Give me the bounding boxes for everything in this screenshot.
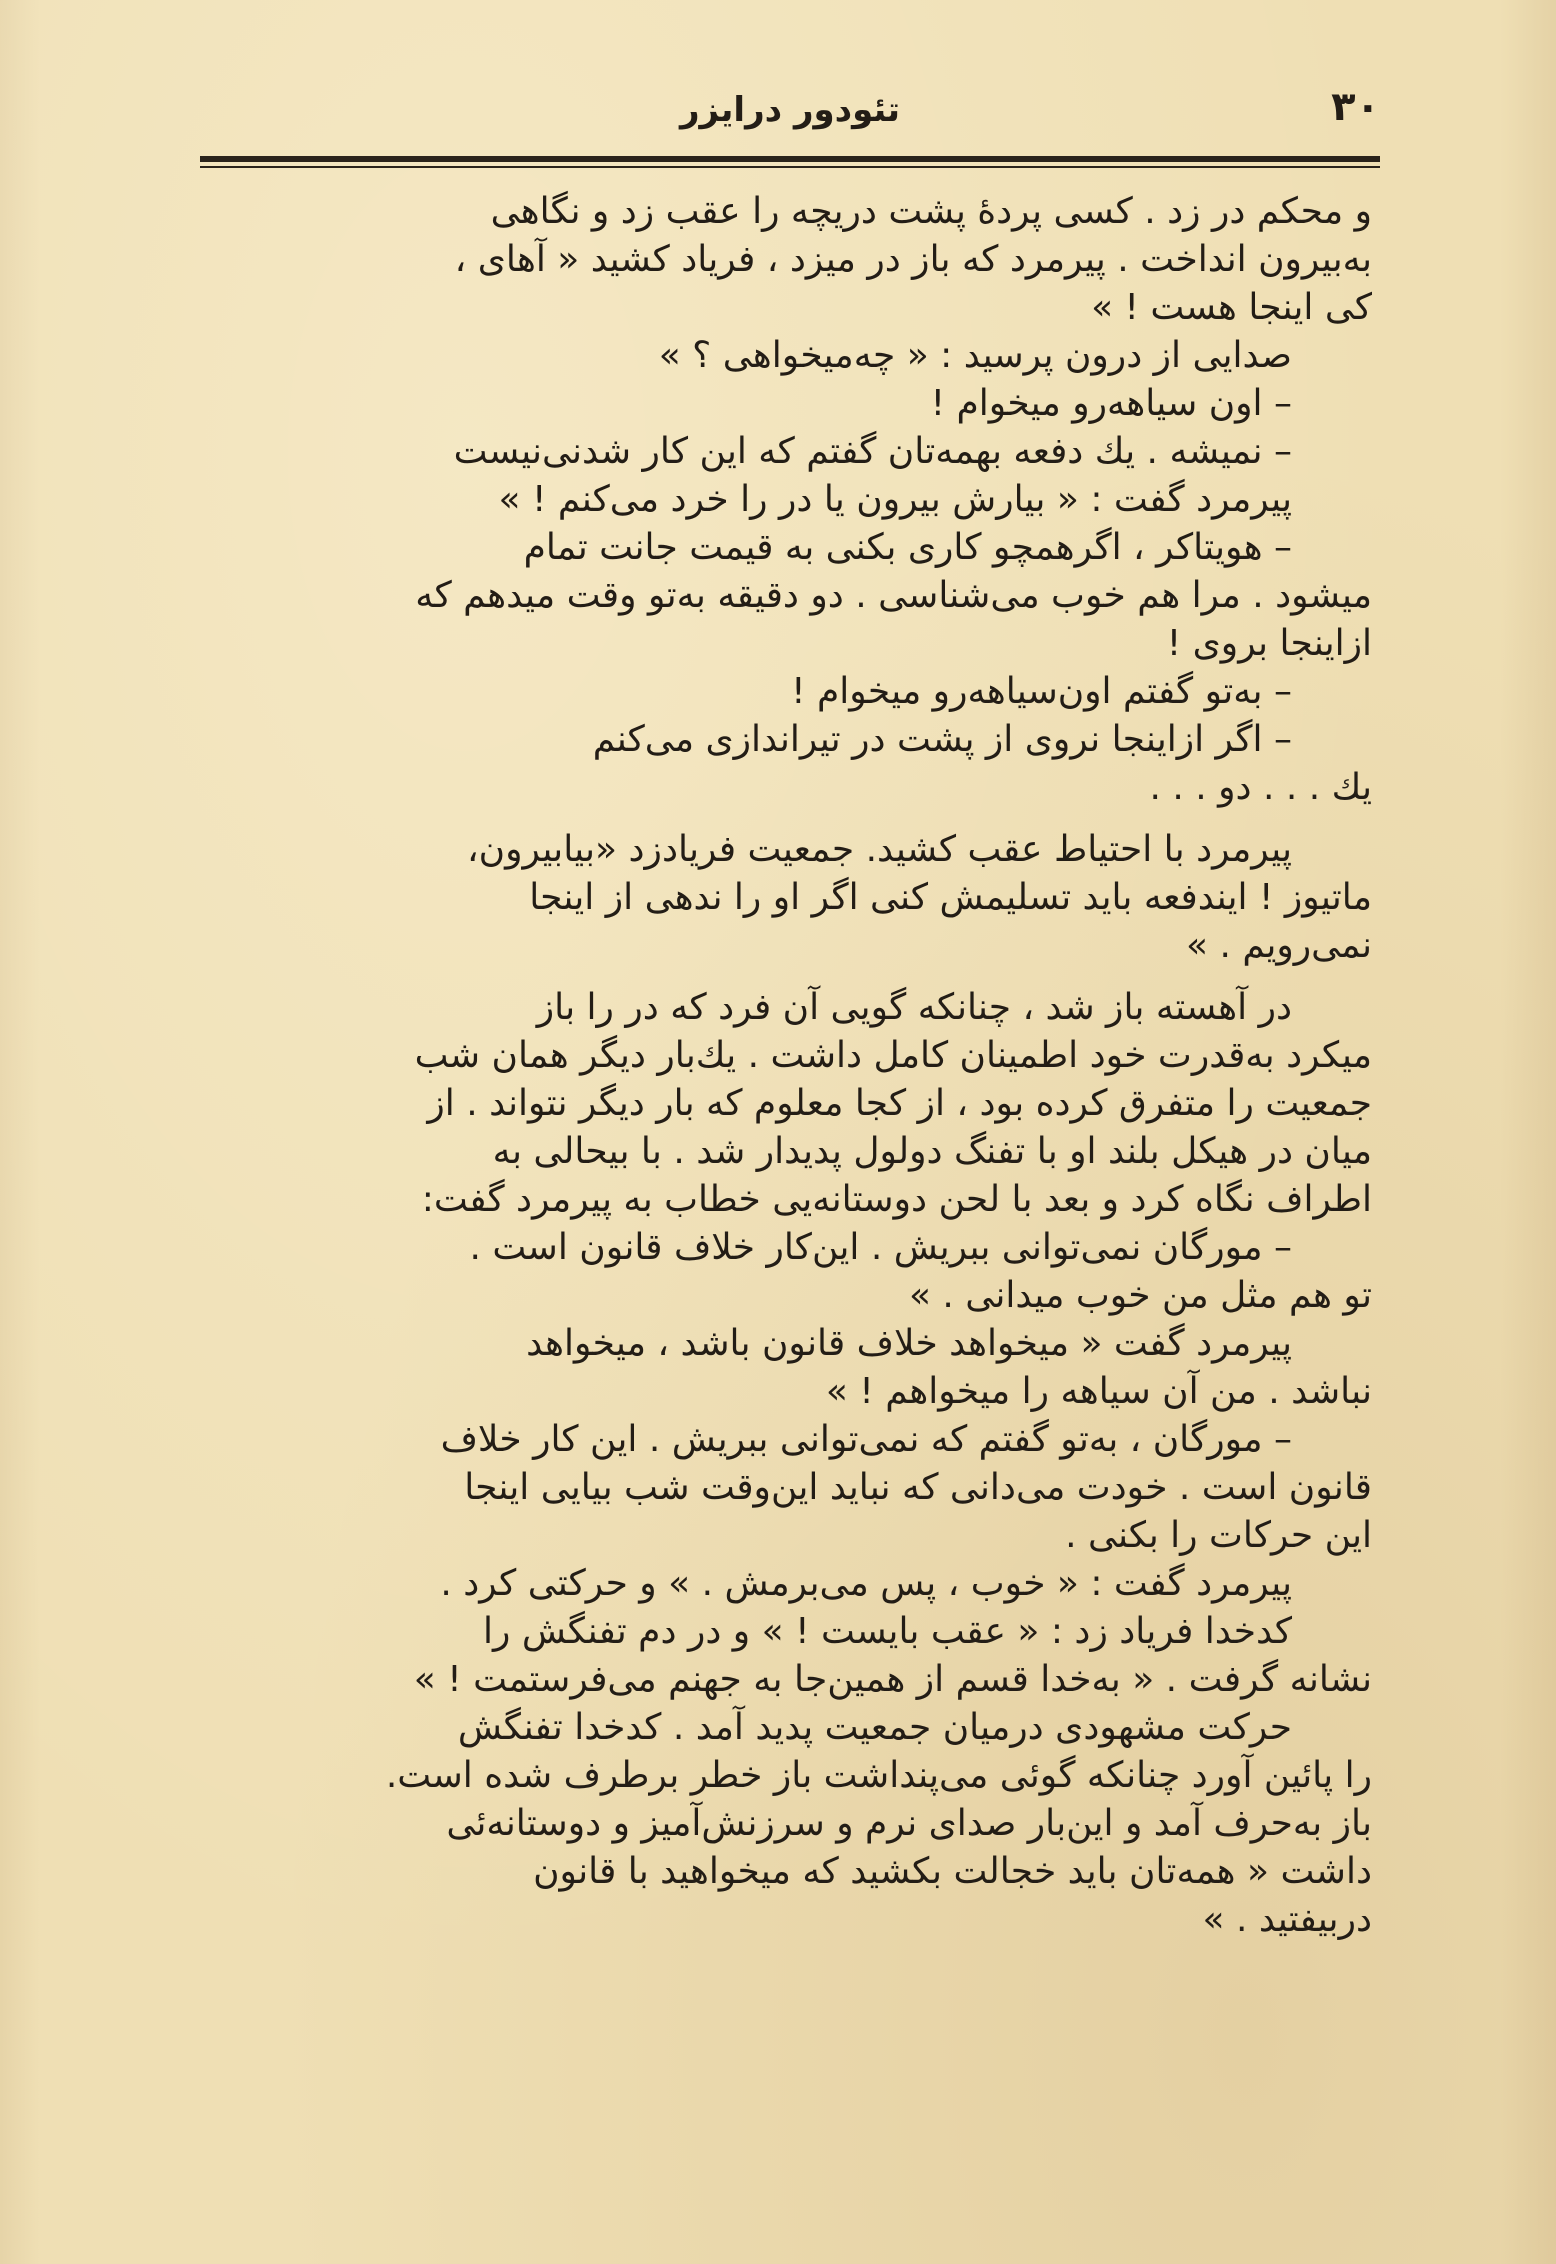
- text-line: کدخدا فریاد زد : « عقب بایست ! » و در دم تفنگش را: [483, 1611, 1292, 1652]
- text-line: – به‌تو گفتم اون‌سیاهه‌رو میخوام !: [791, 671, 1292, 712]
- text-line: پیرمرد گفت : « خوب ، پس می‌برمش . » و حرکتی کرد .: [440, 1563, 1292, 1604]
- text-line: جمعیت را متفرق کرده بود ، از کجا معلوم که بار دیگر نتواند . از: [427, 1083, 1372, 1124]
- text-line: به‌بیرون انداخت . پیرمرد که باز در میزد ، فریاد کشید « آهای ،: [454, 239, 1372, 280]
- text-line: کی اینجا هست ! »: [1091, 287, 1372, 328]
- text-line: نباشد . من آن سیاهه را میخواهم ! »: [825, 1371, 1372, 1412]
- text-line: این حرکات را بکنی .: [1065, 1515, 1372, 1556]
- paragraph-gap: [222, 970, 1372, 984]
- text-line: نشانه گرفت . « به‌خدا قسم از همین‌جا به جهنم می‌فرستمت ! »: [413, 1659, 1372, 1700]
- text-line: پیرمرد گفت : « بیارش بیرون یا در را خرد می‌کنم ! »: [498, 479, 1292, 520]
- running-title: تئودور درایزر: [679, 90, 901, 130]
- text-line: میان در هیکل بلند او با تفنگ دولول پدیدار شد . با بیحالی به: [492, 1131, 1372, 1172]
- text-line: را پائین آورد چنانکه گوئی می‌پنداشت باز خطر برطرف شده است.: [385, 1755, 1372, 1796]
- text-line: – اگر ازاینجا نروی از پشت در تیراندازی می‌کنم: [592, 719, 1292, 760]
- body-text: [222, 188, 1372, 1944]
- text-line: ماتیوز ! ایندفعه باید تسلیمش کنی اگر او را ندهی از اینجا: [529, 877, 1372, 918]
- page-header: [200, 84, 1380, 144]
- header-rule-thick: [200, 156, 1380, 162]
- text-line: قانون است . خودت می‌دانی که نباید این‌وقت شب بیایی اینجا: [464, 1467, 1372, 1508]
- text-line: پیرمرد گفت « میخواهد خلاف قانون باشد ، میخواهد: [526, 1323, 1292, 1364]
- text-line: تو هم مثل من خوب میدانی . »: [908, 1275, 1372, 1316]
- text-line: داشت « همه‌تان باید خجالت بکشید که میخواهید با قانون: [533, 1851, 1372, 1892]
- text-line: – هویتاکر ، اگرهمچو کاری بکنی به قیمت جانت تمام: [523, 527, 1292, 568]
- text-line: اطراف نگاه کرد و بعد با لحن دوستانه‌یی خطاب به پیرمرد گفت:: [421, 1179, 1372, 1220]
- text-line: – مورگان ، به‌تو گفتم که نمی‌توانی ببریش . این کار خلاف: [440, 1419, 1292, 1460]
- text-line: ازاینجا بروی !: [1166, 623, 1372, 664]
- text-line: و محکم در زد . کسی پردهٔ پشت دریچه را عقب زد و نگاهی: [490, 191, 1372, 232]
- text-line: یك . . . دو . . .: [1149, 767, 1372, 808]
- text-line: باز به‌حرف آمد و این‌بار صدای نرم و سرزنش‌آمیز و دوستانه‌ئی: [446, 1803, 1372, 1844]
- text-line: میشود . مرا هم خوب می‌شناسی . دو دقیقه به‌تو وقت میدهم که: [415, 575, 1372, 616]
- text-line: میکرد به‌قدرت خود اطمینان کامل داشت . یك‌بار دیگر همان شب: [414, 1035, 1372, 1076]
- text-line: – مورگان نمی‌توانی ببریش . این‌کار خلاف قانون است .: [469, 1227, 1292, 1268]
- text-line: پیرمرد با احتیاط عقب کشید. جمعیت فریادزد «بیابیرون،: [467, 829, 1292, 870]
- header-rule-thin: [200, 166, 1380, 168]
- page-number: ۳۰: [1331, 84, 1380, 130]
- text-line: دربیفتید . »: [1202, 1899, 1372, 1940]
- text-line: صدایی از درون پرسید : « چه‌میخواهی ؟ »: [658, 335, 1292, 376]
- text-line: – نمیشه . یك دفعه بهمه‌تان گفتم که این کار شدنی‌نیست: [453, 431, 1292, 472]
- text-line: – اون سیاهه‌رو میخوام !: [930, 383, 1292, 424]
- paragraph-gap: [222, 812, 1372, 826]
- text-line: نمی‌رویم . »: [1186, 925, 1372, 966]
- text-line: در آهسته باز شد ، چنانکه گویی آن فرد که در را باز: [536, 987, 1292, 1028]
- text-line: حرکت مشهودی درمیان جمعیت پدید آمد . کدخدا تفنگش: [457, 1707, 1292, 1748]
